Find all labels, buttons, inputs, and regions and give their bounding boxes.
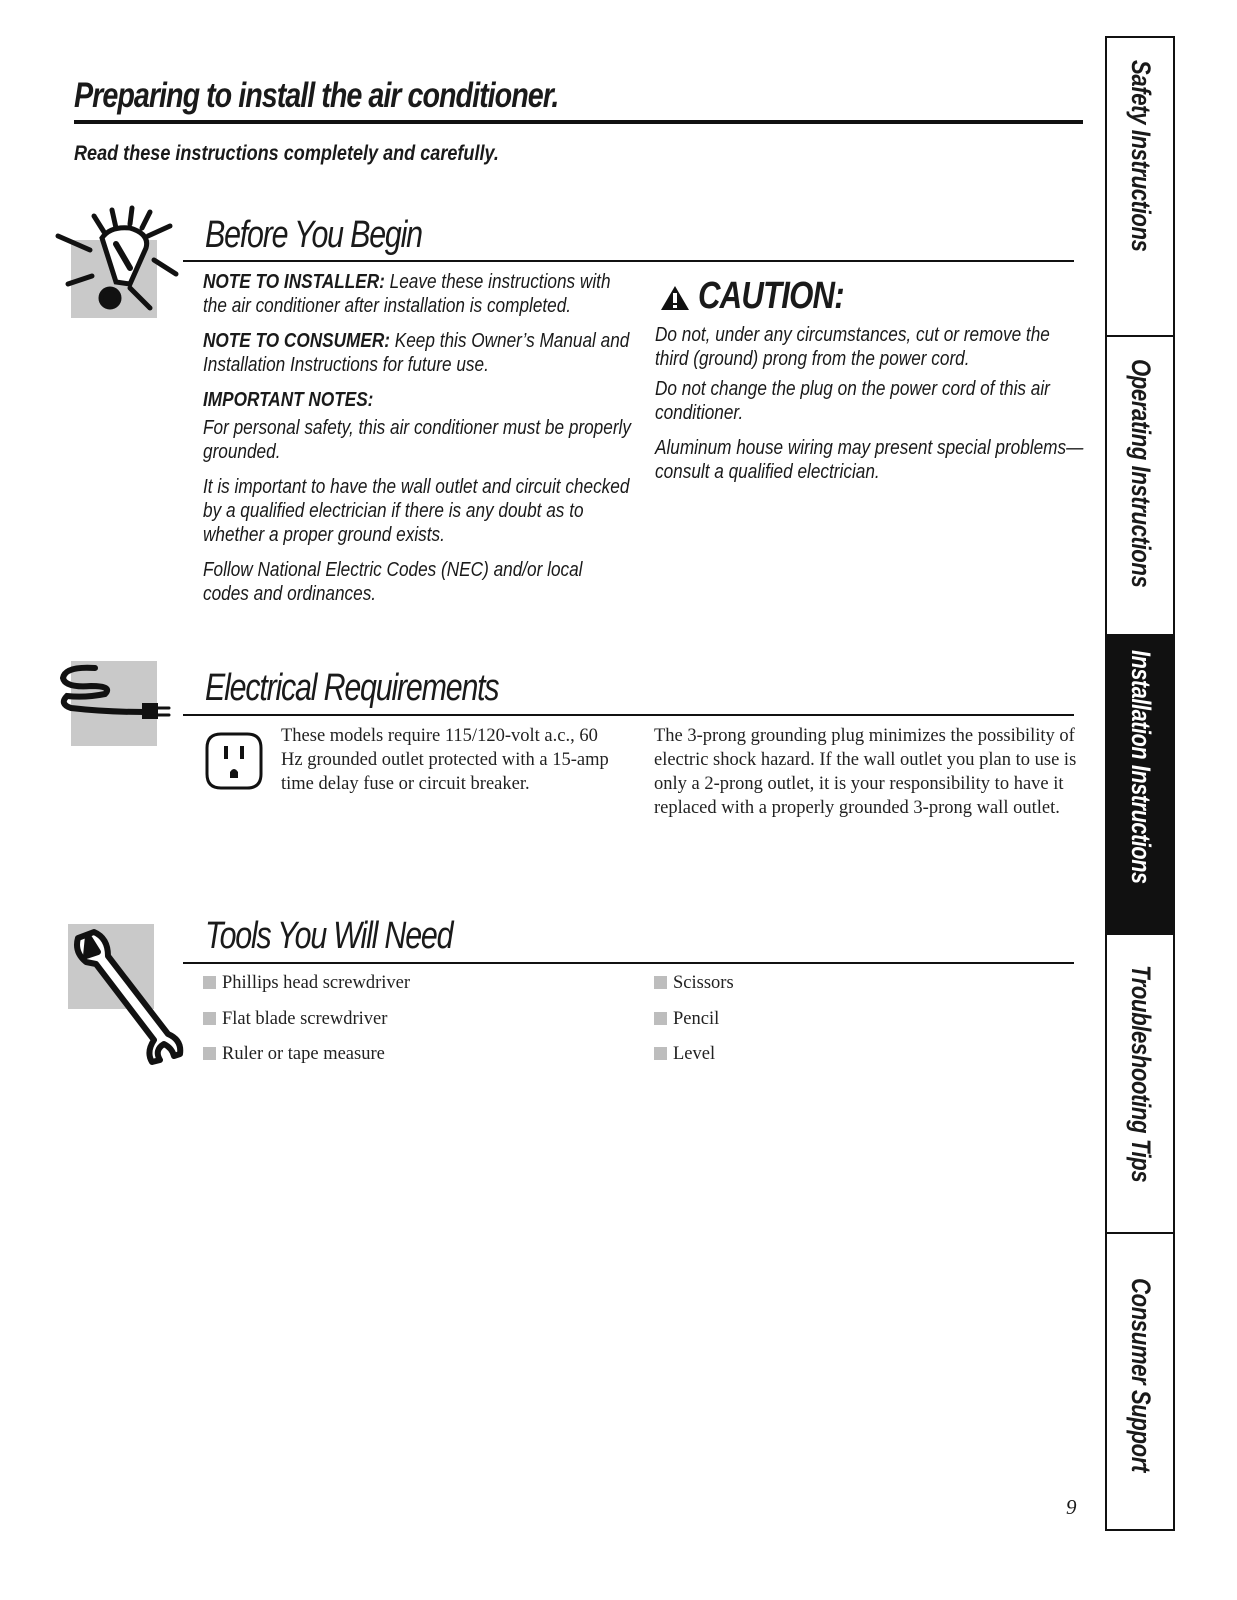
note-installer-text: Leave these instructions with the air conditioner after installation is completed. (203, 271, 611, 317)
important-note-3: Follow National Electric Codes (NEC) and/or local codes and ordinances. (203, 559, 583, 605)
tab-operating-instructions[interactable]: Operating Instructions (1107, 337, 1173, 636)
note-consumer-text: Keep this Owner’s Manual and Installation Instructions for future use. (203, 330, 630, 376)
important-notes-label: IMPORTANT NOTES: (203, 389, 374, 411)
tool-item-left-3: Ruler or tape measure (203, 1044, 385, 1065)
tool-item-right-3: Level (654, 1044, 715, 1065)
section-rule (183, 962, 1074, 964)
caution-line-2: Do not change the plug on the power cord of this air conditioner. (655, 378, 1050, 424)
bullet-square-icon (654, 1012, 667, 1025)
section-title-before-you-begin: Before You Begin (205, 214, 422, 256)
bullet-square-icon (203, 976, 216, 989)
important-note-2: It is important to have the wall outlet and circuit checked by a qualified electrician if there is any doubt as to whether a proper ground exists. (203, 476, 630, 546)
tool-item-right-1: Scissors (654, 973, 734, 994)
bullet-square-icon (654, 976, 667, 989)
bullet-square-icon (203, 1047, 216, 1060)
page-subtitle: Read these instructions completely and carefully. (74, 142, 499, 165)
electrical-right-text: The 3-prong grounding plug minimizes the possibility of electric shock hazard. If the wall outlet you plan to use is only a 2-prong outlet, it is your responsibility to have it replaced with a properly grounded 3-prong wall outlet. (654, 726, 1077, 818)
tool-item-left-1: Phillips head screwdriver (203, 973, 410, 994)
section-tabs (1105, 36, 1175, 1531)
note-installer-label: NOTE TO INSTALLER: (203, 271, 385, 293)
bullet-square-icon (203, 1012, 216, 1025)
section-rule (183, 260, 1074, 262)
tool-item-right-2: Pencil (654, 1009, 719, 1030)
caution-title: CAUTION: (698, 275, 844, 317)
note-to-consumer (203, 329, 633, 377)
important-note-1: For personal safety, this air conditioner must be properly grounded. (203, 417, 631, 463)
tab-installation-instructions[interactable]: Installation Instructions (1107, 636, 1173, 935)
electrical-left-text: These models require 115/120-volt a.c., 60 Hz grounded outlet protected with a 15-amp time delay fuse or circuit breaker. (281, 726, 609, 794)
caution-line-3: Aluminum house wiring may present special problems—consult a qualified electrician. (655, 437, 1084, 483)
title-rule (74, 120, 1083, 124)
wall-outlet-icon (205, 732, 263, 790)
page-title: Preparing to install the air conditioner. (74, 76, 559, 115)
note-to-installer (203, 270, 633, 318)
wrench-icon (68, 922, 188, 1070)
tab-consumer-support[interactable]: Consumer Support (1126, 1278, 1156, 1472)
section-title-electrical-requirements: Electrical Requirements (205, 667, 499, 709)
note-consumer-label: NOTE TO CONSUMER: (203, 330, 390, 352)
caution-line-1: Do not, under any circumstances, cut or remove the third (ground) prong from the power cord. (655, 324, 1050, 370)
section-title-tools: Tools You Will Need (205, 915, 453, 957)
exclamation-bulb-icon (50, 198, 185, 318)
tab-troubleshooting-tips[interactable]: Troubleshooting Tips (1107, 935, 1173, 1234)
power-cord-icon (55, 660, 180, 730)
tool-item-left-2: Flat blade screwdriver (203, 1009, 387, 1030)
warning-triangle-icon (660, 284, 690, 312)
section-rule (183, 714, 1074, 716)
tab-safety-instructions[interactable]: Safety Instructions (1107, 38, 1173, 337)
bullet-square-icon (654, 1047, 667, 1060)
page-number: 9 (1066, 1495, 1077, 1519)
